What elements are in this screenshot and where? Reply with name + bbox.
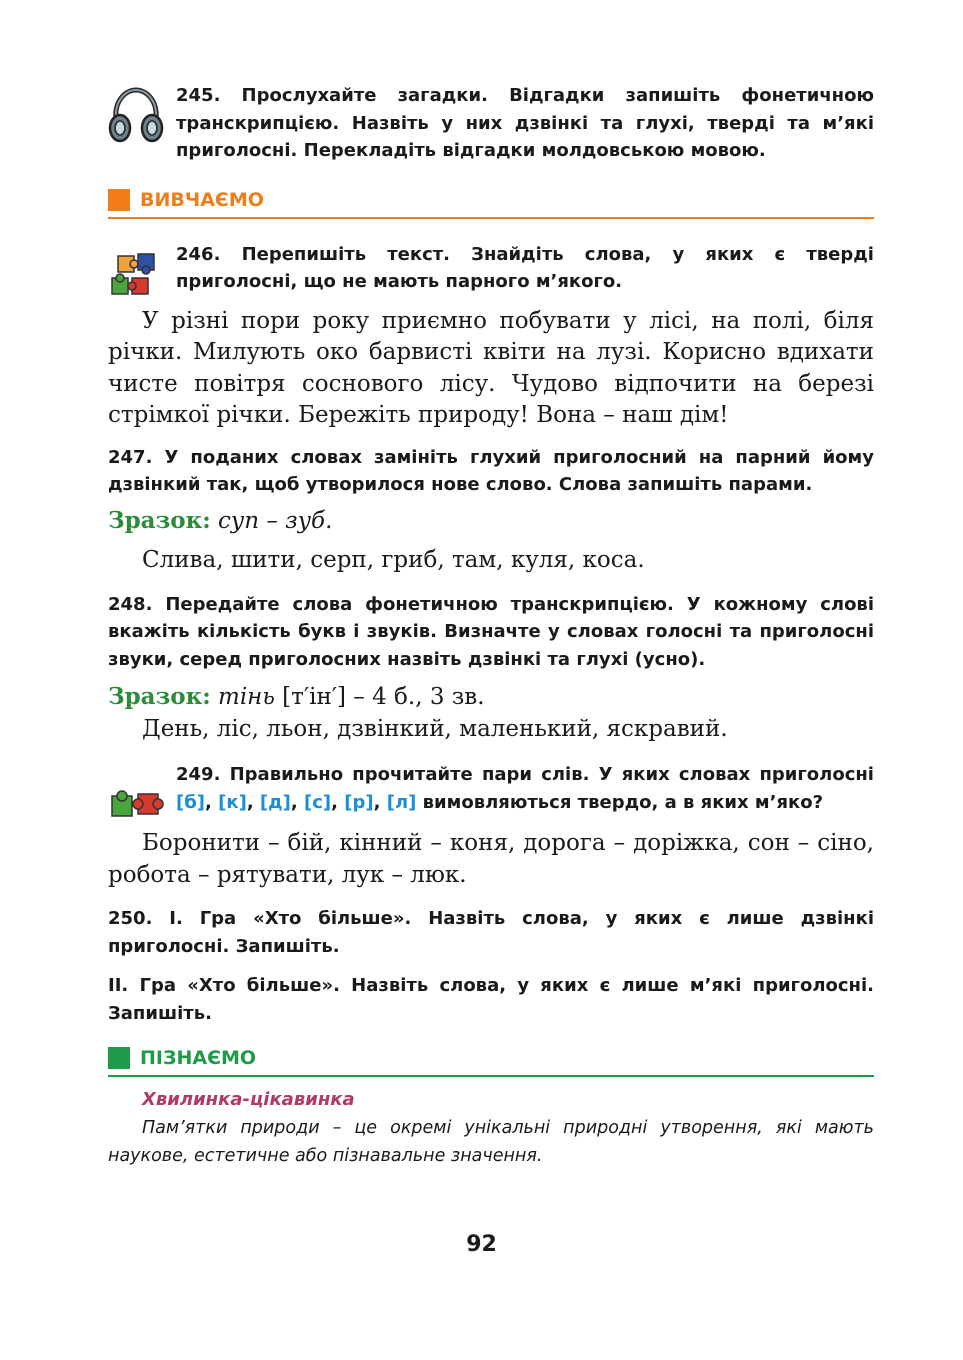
sound-d: [д] <box>259 791 291 813</box>
page-number: 92 <box>466 1232 497 1257</box>
task-text: Прослухайте загадки. Відгадки запишіть фонетичною транскрипцією. Назвіть у них дзвінкі та глухі, тверді та м’які приголосні. Перекладіть відгадки молдовською мовою. <box>176 85 874 161</box>
section-study-header <box>108 189 874 219</box>
task-245 <box>108 82 874 165</box>
task-number: 248. <box>108 593 153 615</box>
separator: , <box>246 791 260 813</box>
sound-l: [л] <box>386 791 417 813</box>
page-content <box>108 78 874 1170</box>
fact-title: Хвилинка-цікавинка <box>142 1089 355 1110</box>
section-title: ПІЗНАЄМО <box>140 1047 257 1069</box>
task-247-words: Слива, шити, серп, гриб, там, куля, коса. <box>142 547 645 573</box>
task-number: 249. <box>176 764 221 785</box>
example-transcription: [т′ін′] – 4 б., 3 зв. <box>282 684 485 710</box>
task-246-paragraph: У різні пори року приємно побувати у лісі, на полі, біля річки. Милують око барвисті квіти на лузі. Корисно вдихати чисте повітря соснового лісу. Чудово відпочити на березі стрімкої річки. Бережіть природу! Вона – наш дім! <box>108 307 874 428</box>
example-text: суп – зуб. <box>218 507 333 534</box>
section-marker <box>108 189 130 211</box>
task-text: вимовляються твердо, а в яких м’яко? <box>422 791 824 813</box>
section-marker <box>108 1047 130 1069</box>
example-label: Зразок: <box>108 683 211 710</box>
section-title: ВИВЧАЄМО <box>140 188 264 211</box>
separator: , <box>290 791 305 813</box>
task-text: І. Гра «Хто більше». Назвіть слова, у яких є лише дзвінкі приголосні. Запишіть. <box>108 908 874 957</box>
task-text: Перепишіть текст. Знайдіть слова, у яких є тверді приголосні, що не мають парного м’якого. <box>176 243 874 292</box>
sound-r: [р] <box>344 791 374 813</box>
task-246 <box>108 241 874 296</box>
separator: , <box>205 791 219 813</box>
task-250-part2: ІІ. Гра «Хто більше». Назвіть слова, у яких є лише м’які приголосні. Запишіть. <box>108 975 874 1024</box>
task-248-words: День, ліс, льон, дзвінкий, маленький, яскравий. <box>142 715 728 742</box>
sound-b: [б] <box>176 791 206 813</box>
section-learn-header <box>108 1047 874 1077</box>
task-number: 250. <box>108 908 153 929</box>
task-250 <box>108 905 874 960</box>
sound-s: [с] <box>304 791 332 813</box>
task-248 <box>108 591 874 674</box>
sound-k: [к] <box>218 791 247 813</box>
task-text: Правильно прочитайте пари слів. У яких словах приголосні <box>229 764 874 785</box>
separator: , <box>331 791 345 813</box>
task-number: 246. <box>176 243 221 265</box>
fact-text: Пам’ятки природи – це окремі унікальні природні утворення, які мають наукове, естетичне або пізнавальне значення. <box>108 1118 874 1166</box>
task-249-paragraph: Боронити – бій, кінний – коня, дорога – доріжка, сон – сіно, робота – рятувати, лук – люк. <box>108 830 874 888</box>
task-number: 247. <box>108 446 153 468</box>
separator: , <box>373 791 387 813</box>
task-text: Передайте слова фонетичною транскрипцією. У кожному слові вкажіть кількість букв і звуків. Визначте у словах голосні та приголосні звуки, серед приголосних назвіть дзвінкі та глухі (усно). <box>108 593 874 670</box>
task-249 <box>108 761 874 816</box>
task-248-example <box>108 681 874 714</box>
task-number: 245. <box>176 85 221 106</box>
example-label: Зразок: <box>108 506 211 534</box>
task-247-example <box>108 505 874 538</box>
task-text: У поданих словах замініть глухий приголосний на парний йому дзвінкий так, щоб утворилося нове слово. Слова запишіть парами. <box>108 446 874 495</box>
task-247 <box>108 444 874 499</box>
example-word: тінь <box>218 684 275 710</box>
